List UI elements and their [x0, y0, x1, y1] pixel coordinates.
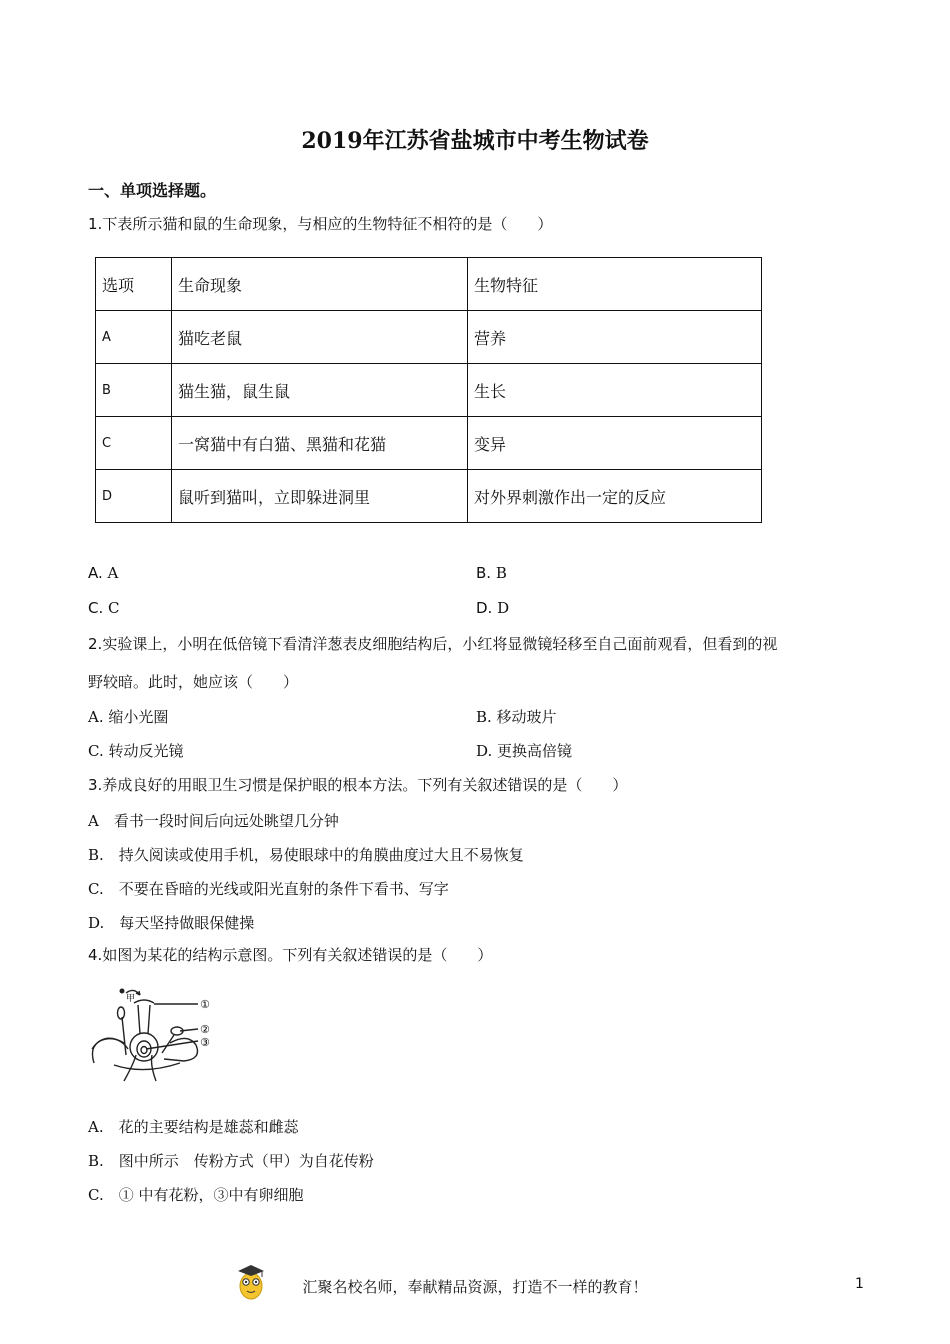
question-number: 4. [88, 946, 103, 964]
question-number: 3. [88, 776, 103, 794]
option-c: C. ① 中有花粉，③中有卵细胞 [88, 1186, 304, 1204]
table-row [96, 417, 762, 470]
table-row [96, 364, 762, 417]
question-number: 1. [88, 215, 103, 233]
table-header-cell: 选项 [96, 258, 172, 311]
table-header-cell: 生命现象 [172, 258, 468, 311]
option-b: B. 移动玻片 [476, 708, 557, 726]
table-cell: A [96, 311, 172, 364]
question-text: 下表所示猫和鼠的生命现象，与相应的生物特征不相符的是（ ） [102, 215, 553, 233]
option-c: C. 不要在昏暗的光线或阳光直射的条件下看书、写字 [88, 880, 449, 898]
pollen-grain [120, 989, 125, 994]
question-2 [88, 634, 777, 654]
option-b: B. B [476, 564, 507, 582]
question-3 [88, 775, 627, 795]
flower-structure-diagram [84, 983, 220, 1083]
question-text: 养成良好的用眼卫生习惯是保护眼的根本方法。下列有关叙述错误的是（ ） [102, 776, 628, 794]
table-cell: D [96, 470, 172, 523]
figure-label-1: ① [200, 998, 210, 1011]
option-d: D. 每天坚持做眼保健操 [88, 914, 255, 932]
table-cell: 鼠听到猫叫，立即躲进洞里 [172, 470, 468, 523]
question-text: 如图为某花的结构示意图。下列有关叙述错误的是（ ） [102, 946, 493, 964]
footer-slogan: 汇聚名校名师，奉献精品资源，打造不一样的教育！ [302, 1278, 648, 1296]
page-number: 1 [855, 1276, 864, 1292]
question-2-continued: 野较暗。此时，她应该（ ） [88, 673, 299, 691]
table-cell: 猫生猫，鼠生鼠 [172, 364, 468, 417]
option-a: A. 花的主要结构是雄蕊和雌蕊 [88, 1118, 299, 1136]
table-row [96, 470, 762, 523]
option-c: C. C [88, 599, 120, 617]
question-1-table [95, 257, 762, 523]
option-a: A. 缩小光圈 [88, 708, 169, 726]
figure-label-3: ③ [200, 1036, 210, 1049]
option-c: C. 转动反光镜 [88, 742, 184, 760]
table-row [96, 311, 762, 364]
table-cell: C [96, 417, 172, 470]
question-number: 2. [88, 635, 103, 653]
table-cell: 变异 [468, 417, 762, 470]
option-d: D. D [476, 599, 510, 617]
page-title: 2019年江苏省盐城市中考生物试卷 [301, 128, 649, 154]
option-b: B. 图中所示 传粉方式（甲）为自花传粉 [88, 1152, 374, 1170]
section-heading: 一、单项选择题。 [88, 181, 217, 200]
question-text: 实验课上，小明在低倍镜下看清洋葱表皮细胞结构后，小红将显微镜轻移至自己面前观看，但看到的视 [102, 635, 778, 653]
figure-label-jia: 甲 [126, 994, 136, 1004]
table-cell: 生长 [468, 364, 762, 417]
figure-label-2: ② [200, 1023, 210, 1036]
question-4 [88, 945, 492, 965]
table-cell: B [96, 364, 172, 417]
option-a: A 看书一段时间后向远处眺望几分钟 [88, 812, 339, 830]
table-cell: 对外界刺激作出一定的反应 [468, 470, 762, 523]
option-a: A. A [88, 564, 119, 582]
table-header-cell: 生物特征 [468, 258, 762, 311]
table-cell: 一窝猫中有白猫、黑猫和花猫 [172, 417, 468, 470]
option-b: B. 持久阅读或使用手机，易使眼球中的角膜曲度过大且不易恢复 [88, 846, 524, 864]
table-cell: 猫吃老鼠 [172, 311, 468, 364]
table-header-row [96, 258, 762, 311]
table-cell: 营养 [468, 311, 762, 364]
question-1 [88, 214, 552, 234]
option-d: D. 更换高倍镜 [476, 742, 573, 760]
